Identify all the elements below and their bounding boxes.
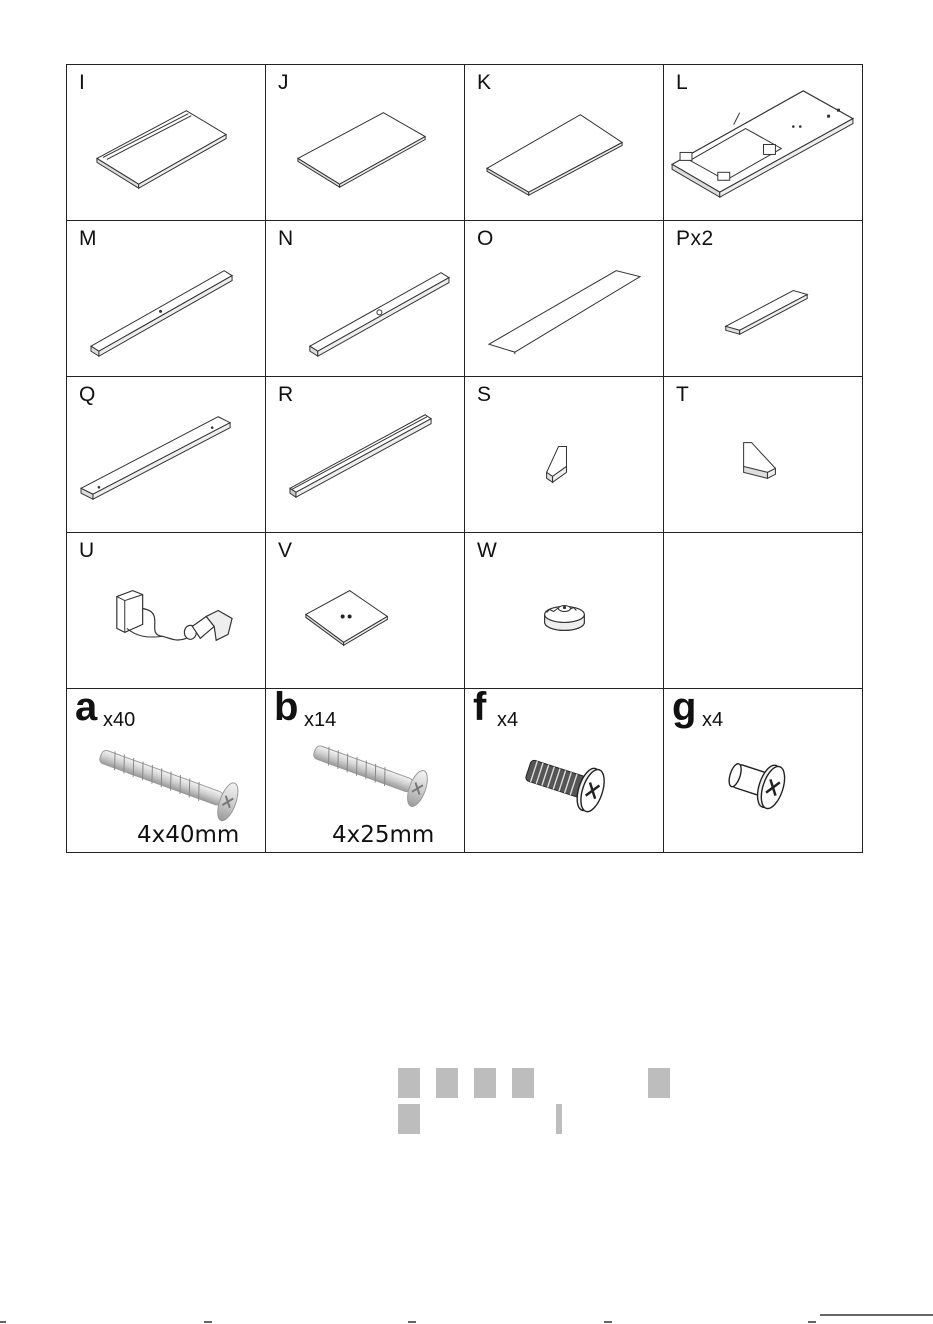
part-label: Q <box>79 383 96 406</box>
bracket-icon <box>465 377 663 532</box>
crossbar-icon <box>266 221 464 376</box>
part-label: J <box>278 71 289 94</box>
part-label: V <box>278 539 293 562</box>
part-cell-q <box>67 377 266 533</box>
fastener-cell-g <box>664 689 863 853</box>
redacted-block <box>398 1068 420 1098</box>
part-label: I <box>79 71 86 94</box>
part-cell-i <box>67 65 266 221</box>
fastener-letter: f <box>473 689 487 729</box>
part-cell-j <box>266 65 465 221</box>
redacted-block <box>436 1068 458 1098</box>
part-label: T <box>676 383 690 406</box>
fastener-qty: x4 <box>497 709 519 731</box>
fastener-letter: a <box>75 689 98 729</box>
short-bar-icon <box>664 221 862 376</box>
board-with-ridge-icon <box>67 65 265 220</box>
part-cell-s <box>465 377 664 533</box>
part-cell-m <box>67 221 266 377</box>
bracket-icon <box>664 377 862 532</box>
part-cell-u <box>67 533 266 689</box>
thin-strip-icon <box>465 221 663 376</box>
fastener-size: 4x25mm <box>332 822 435 848</box>
base-frame-icon <box>664 65 862 220</box>
redacted-block <box>474 1068 496 1098</box>
part-label: R <box>278 383 294 406</box>
part-cell-k <box>465 65 664 221</box>
part-cell-n <box>266 221 465 377</box>
crossbar-icon <box>67 221 265 376</box>
grooved-rail-icon <box>266 377 464 532</box>
part-label: O <box>477 227 494 250</box>
fastener-cell-a <box>67 689 266 853</box>
part-label: M <box>79 227 97 250</box>
control-box-with-cable-icon <box>67 533 265 688</box>
part-cell-t <box>664 377 863 533</box>
fastener-qty: x40 <box>103 709 136 731</box>
parts-grid <box>66 64 863 853</box>
redacted-block <box>398 1104 420 1134</box>
part-cell-empty <box>664 533 863 689</box>
part-label: L <box>676 71 689 94</box>
fastener-size: 4x40mm <box>137 822 240 848</box>
part-label: U <box>79 539 95 562</box>
fastener-letter: b <box>274 689 299 729</box>
part-cell-o <box>465 221 664 377</box>
flat-panel-icon <box>465 65 663 220</box>
part-cell-v <box>266 533 465 689</box>
knob-icon <box>465 533 663 688</box>
parts-table <box>66 64 863 853</box>
part-label: N <box>278 227 294 250</box>
fastener-qty: x4 <box>702 709 724 731</box>
part-label: W <box>477 539 498 562</box>
fastener-cell-b <box>266 689 465 853</box>
fastener-qty: x14 <box>304 709 337 731</box>
part-label: K <box>477 71 492 94</box>
machine-screw-icon <box>465 689 663 852</box>
flat-panel-icon <box>266 65 464 220</box>
part-cell-r <box>266 377 465 533</box>
redacted-block <box>512 1068 534 1098</box>
part-cell-l <box>664 65 863 221</box>
rail-icon <box>67 377 265 532</box>
part-label: Px2 <box>676 227 714 250</box>
page-edge-marks <box>0 1312 933 1324</box>
part-cell-w <box>465 533 664 689</box>
redacted-block <box>556 1104 562 1134</box>
fastener-letter: g <box>672 689 697 729</box>
redacted-block <box>648 1068 670 1098</box>
short-bolt-icon <box>664 689 862 852</box>
part-cell-p <box>664 221 863 377</box>
fastener-cell-f <box>465 689 664 853</box>
part-label: S <box>477 383 492 406</box>
square-plate-icon <box>266 533 464 688</box>
